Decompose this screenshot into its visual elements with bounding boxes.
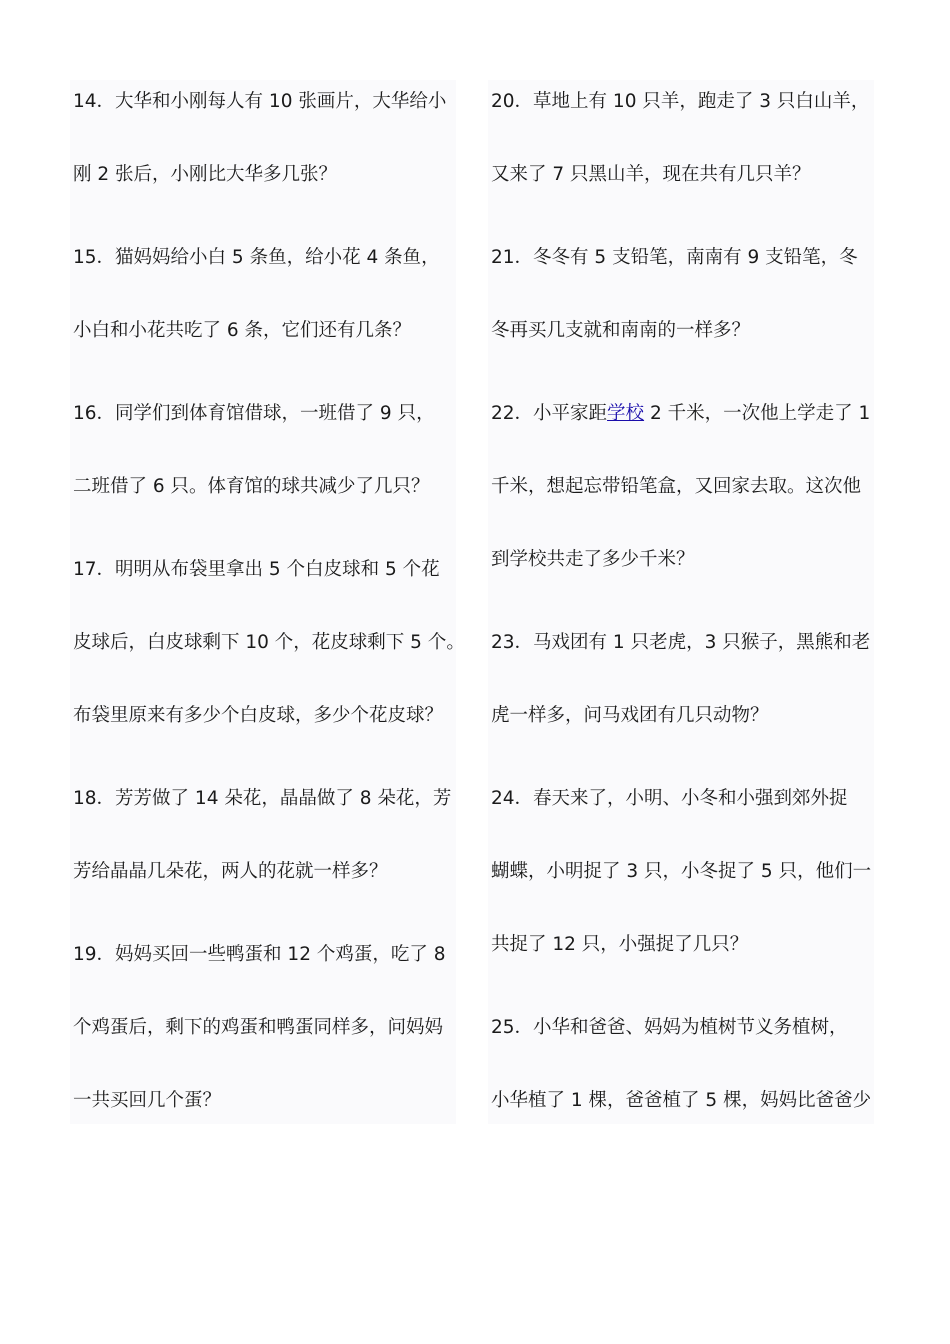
q23-line-1: 23．马戏团有 1 只老虎，3 只猴子，黑熊和老: [491, 632, 871, 653]
q16-line-1: 16．同学们到体育馆借球，一班借了 9 只，: [73, 403, 435, 424]
q20-line-1: 20．草地上有 10 只羊，跑走了 3 只白山羊，: [491, 91, 870, 112]
q21-line-2: 冬再买几支就和南南的一样多？: [491, 320, 751, 341]
q15-line-1: 15．猫妈妈给小白 5 条鱼，给小花 4 条鱼，: [73, 247, 440, 268]
q15-line-2: 小白和小花共吃了 6 条，它们还有几条？: [73, 320, 412, 341]
q14-line-1: 14．大华和小刚每人有 10 张画片，大华给小: [73, 91, 447, 112]
q20-line-2: 又来了 7 只黑山羊，现在共有几只羊？: [491, 164, 811, 185]
q25-line-2: 小华植了 1 棵，爸爸植了 5 棵，妈妈比爸爸少: [491, 1090, 872, 1111]
q24-line-3: 共捉了 12 只，小强捉了几只？: [491, 934, 749, 955]
q23-line-2: 虎一样多，问马戏团有几只动物？: [491, 705, 769, 726]
q22-text-after: 2 千米，一次他上学走了 1: [644, 403, 871, 424]
q18-line-1: 18．芳芳做了 14 朵花，晶晶做了 8 朵花，芳: [73, 788, 452, 809]
q22-line-3: 到学校共走了多少千米？: [491, 549, 695, 570]
q17-line-2: 皮球后，白皮球剩下 10 个，花皮球剩下 5 个。: [73, 632, 465, 653]
q19-line-3: 一共买回几个蛋？: [73, 1090, 222, 1111]
q17-line-1: 17．明明从布袋里拿出 5 个白皮球和 5 个花: [73, 559, 440, 580]
q24-line-1: 24．春天来了，小明、小冬和小强到郊外捉: [491, 788, 848, 809]
left-column: [70, 80, 465, 1124]
q22-text-before: 22．小平家距: [491, 403, 608, 424]
q19-line-1: 19．妈妈买回一些鸭蛋和 12 个鸡蛋，吃了 8: [73, 944, 446, 965]
right-column: [488, 80, 874, 1124]
q21-line-1: 21．冬冬有 5 支铅笔，南南有 9 支铅笔，冬: [491, 247, 858, 268]
q18-line-2: 芳给晶晶几朵花，两人的花就一样多？: [73, 861, 388, 882]
q22-line-2: 千米，想起忘带铅笔盒，又回家去取。这次他: [491, 476, 862, 497]
q25-line-1: 25．小华和爸爸、妈妈为植树节义务植树，: [491, 1017, 848, 1038]
school-link[interactable]: 学校: [607, 403, 645, 424]
q24-line-2: 蝴蝶，小明捉了 3 只，小冬捉了 5 只，他们一: [491, 861, 872, 882]
q14-line-2: 刚 2 张后，小刚比大华多几张？: [73, 164, 338, 185]
q19-line-2: 个鸡蛋后，剩下的鸡蛋和鸭蛋同样多，问妈妈: [73, 1017, 444, 1038]
q22-line-1: [491, 394, 874, 434]
q16-line-2: 二班借了 6 只。体育馆的球共减少了几只？: [73, 476, 430, 497]
q17-line-3: 布袋里原来有多少个白皮球，多少个花皮球？: [73, 705, 444, 726]
